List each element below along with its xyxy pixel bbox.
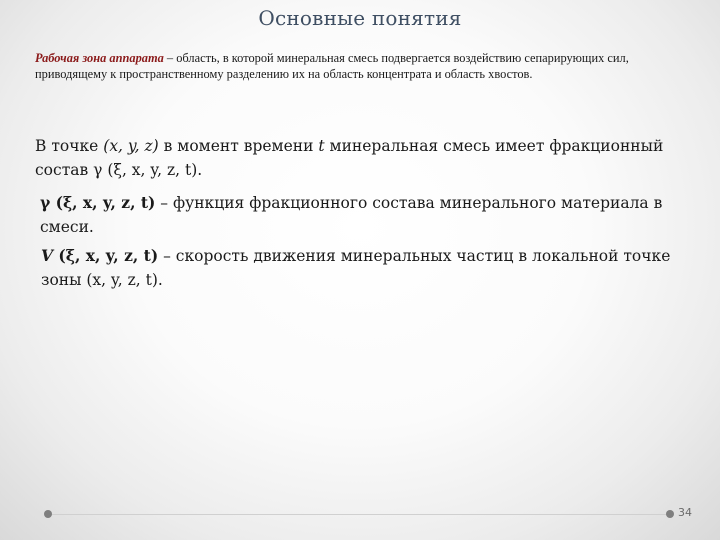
paragraph-gamma-definition xyxy=(40,191,680,239)
paragraph-text: минеральная смесь имеет фракционный состав γ (ξ, x, y, z, t). xyxy=(35,137,664,179)
velocity-arguments: (ξ, x, y, z, t) xyxy=(53,246,159,265)
slide-title: Основные понятия xyxy=(258,6,462,30)
velocity-symbol: V xyxy=(41,246,54,265)
paragraph-text: В точке xyxy=(35,137,104,155)
footer-divider xyxy=(48,514,668,515)
page-number: 34 xyxy=(678,506,692,519)
paragraph-velocity-definition xyxy=(41,244,681,292)
paragraph-composition xyxy=(35,134,685,182)
footer-dot-left xyxy=(44,510,52,518)
footer-dot-right xyxy=(666,510,674,518)
definition-paragraph xyxy=(35,50,695,82)
definition-text: – область, в которой минеральная смесь подвергается воздействию сепарирующих сил, приводящему к пространственному разделению их на область концентрата и область хвостов. xyxy=(35,51,629,81)
time-variable: t xyxy=(318,137,325,155)
paragraph-text: – функция фракционного состава минерального материала в смеси. xyxy=(40,194,663,236)
gamma-function-symbol: γ (ξ, x, y, z, t) xyxy=(40,193,156,212)
definition-term: Рабочая зона аппарата xyxy=(35,51,164,65)
paragraph-text: в момент времени xyxy=(158,137,319,155)
point-coordinates: (x, y, z) xyxy=(103,137,159,155)
paragraph-text: – скорость движения минеральных частиц в локальной точке зоны (x, y, z, t). xyxy=(41,247,671,289)
